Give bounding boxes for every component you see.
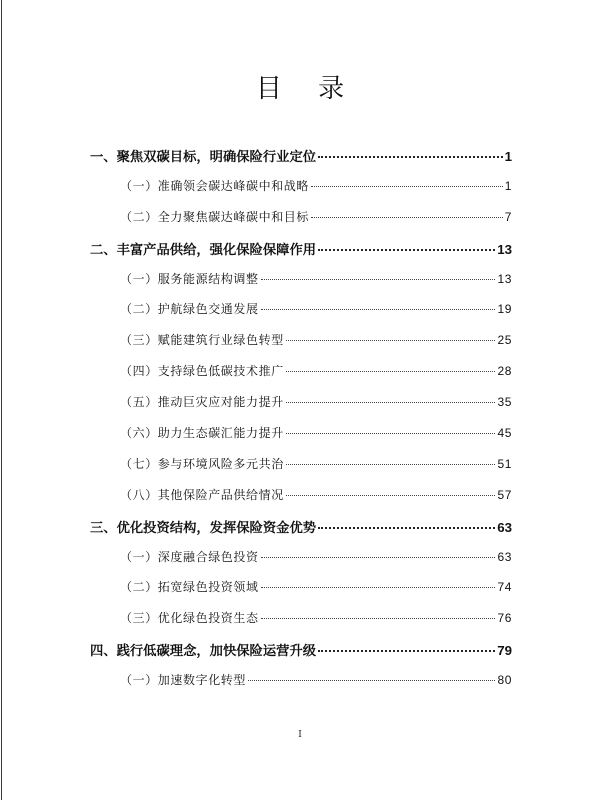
toc-entry-title: （三）赋能建筑行业绿色转型	[120, 333, 284, 348]
toc-entry-page-number: 51	[497, 456, 512, 471]
toc-section-entry[interactable]	[90, 640, 512, 671]
toc-entry-title: （一）准确领会碳达峰碳中和战略	[120, 178, 310, 193]
toc-entry-page-number: 74	[497, 580, 512, 595]
toc-entry-title: （四）支持绿色低碳技术推广	[120, 364, 284, 379]
toc-entry-page-number: 25	[497, 333, 512, 348]
toc-entry-page-number: 45	[497, 426, 512, 441]
toc-entry-title: 二、丰富产品供给，强化保险保障作用	[90, 242, 317, 258]
toc-entry-page-number: 80	[497, 673, 512, 688]
toc-dot-leader	[286, 402, 496, 403]
toc-section-entry[interactable]	[90, 517, 512, 548]
table-of-contents	[90, 146, 512, 702]
toc-dot-leader	[318, 156, 503, 158]
toc-entry-title: （一）深度融合绿色投资	[120, 549, 259, 564]
page-number: I	[298, 730, 302, 740]
toc-dot-leader	[261, 618, 496, 619]
toc-dot-leader	[286, 433, 496, 434]
toc-entry-page-number: 79	[497, 643, 512, 659]
toc-entry-title: （七）参与环境风险多元共治	[120, 456, 284, 471]
page-title: 目 录	[255, 74, 359, 104]
toc-dot-leader	[286, 371, 496, 372]
toc-entry-title: （八）其他保险产品供给情况	[120, 487, 284, 502]
toc-dot-leader	[261, 587, 496, 588]
toc-entry-title: （一）加速数字化转型	[120, 673, 247, 688]
toc-entry-page-number: 1	[504, 178, 512, 193]
toc-entry-page-number: 28	[497, 364, 512, 379]
toc-dot-leader	[311, 186, 503, 187]
toc-dot-leader	[318, 249, 495, 251]
toc-dot-leader	[248, 680, 495, 681]
toc-entry-page-number: 19	[497, 302, 512, 317]
toc-subsection-entry[interactable]	[90, 424, 512, 455]
toc-subsection-entry[interactable]	[90, 331, 512, 362]
toc-entry-title: 三、优化投资结构，发挥保险资金优势	[90, 520, 317, 536]
toc-entry-title: （二）拓宽绿色投资领域	[120, 580, 259, 595]
toc-dot-leader	[318, 650, 495, 652]
toc-entry-page-number: 57	[497, 487, 512, 502]
toc-entry-page-number: 63	[497, 549, 512, 564]
toc-dot-leader	[286, 495, 496, 496]
toc-entry-title: 一、聚焦双碳目标，明确保险行业定位	[90, 150, 317, 165]
toc-entry-title: （一）服务能源结构调整	[120, 271, 259, 286]
toc-entry-page-number: 13	[497, 271, 512, 286]
toc-subsection-entry[interactable]	[90, 393, 512, 424]
toc-subsection-entry[interactable]	[90, 609, 512, 640]
toc-dot-leader	[286, 340, 496, 341]
toc-entry-title: 四、践行低碳理念，加快保险运营升级	[90, 644, 317, 660]
toc-dot-leader	[261, 309, 496, 310]
toc-dot-leader	[261, 557, 496, 558]
toc-entry-page-number: 1	[504, 149, 512, 164]
left-border-line	[1, 0, 2, 800]
toc-subsection-entry[interactable]	[90, 578, 512, 609]
toc-subsection-entry[interactable]	[90, 362, 512, 393]
toc-subsection-entry[interactable]	[90, 548, 512, 579]
toc-dot-leader	[261, 279, 496, 280]
toc-dot-leader	[286, 464, 496, 465]
toc-subsection-entry[interactable]	[90, 300, 512, 331]
toc-entry-page-number: 63	[497, 519, 512, 535]
toc-section-entry[interactable]	[90, 146, 512, 177]
toc-entry-title: （三）优化绿色投资生态	[120, 611, 259, 626]
toc-entry-title: （二）护航绿色交通发展	[120, 302, 259, 317]
toc-dot-leader	[318, 527, 495, 529]
toc-subsection-entry[interactable]	[90, 270, 512, 301]
toc-dot-leader	[311, 217, 503, 218]
toc-entry-page-number: 35	[497, 395, 512, 410]
toc-subsection-entry[interactable]	[90, 671, 512, 702]
toc-entry-title: （六）助力生态碳汇能力提升	[120, 426, 284, 441]
toc-entry-title: （二）全力聚焦碳达峰碳中和目标	[120, 209, 310, 224]
toc-subsection-entry[interactable]	[90, 455, 512, 486]
toc-subsection-entry[interactable]	[90, 177, 512, 208]
toc-entry-page-number: 76	[497, 611, 512, 626]
toc-entry-page-number: 13	[497, 241, 512, 257]
toc-subsection-entry[interactable]	[90, 208, 512, 239]
toc-section-entry[interactable]	[90, 239, 512, 270]
toc-entry-title: （五）推动巨灾应对能力提升	[120, 395, 284, 410]
toc-entry-page-number: 7	[504, 209, 512, 224]
toc-subsection-entry[interactable]	[90, 486, 512, 517]
